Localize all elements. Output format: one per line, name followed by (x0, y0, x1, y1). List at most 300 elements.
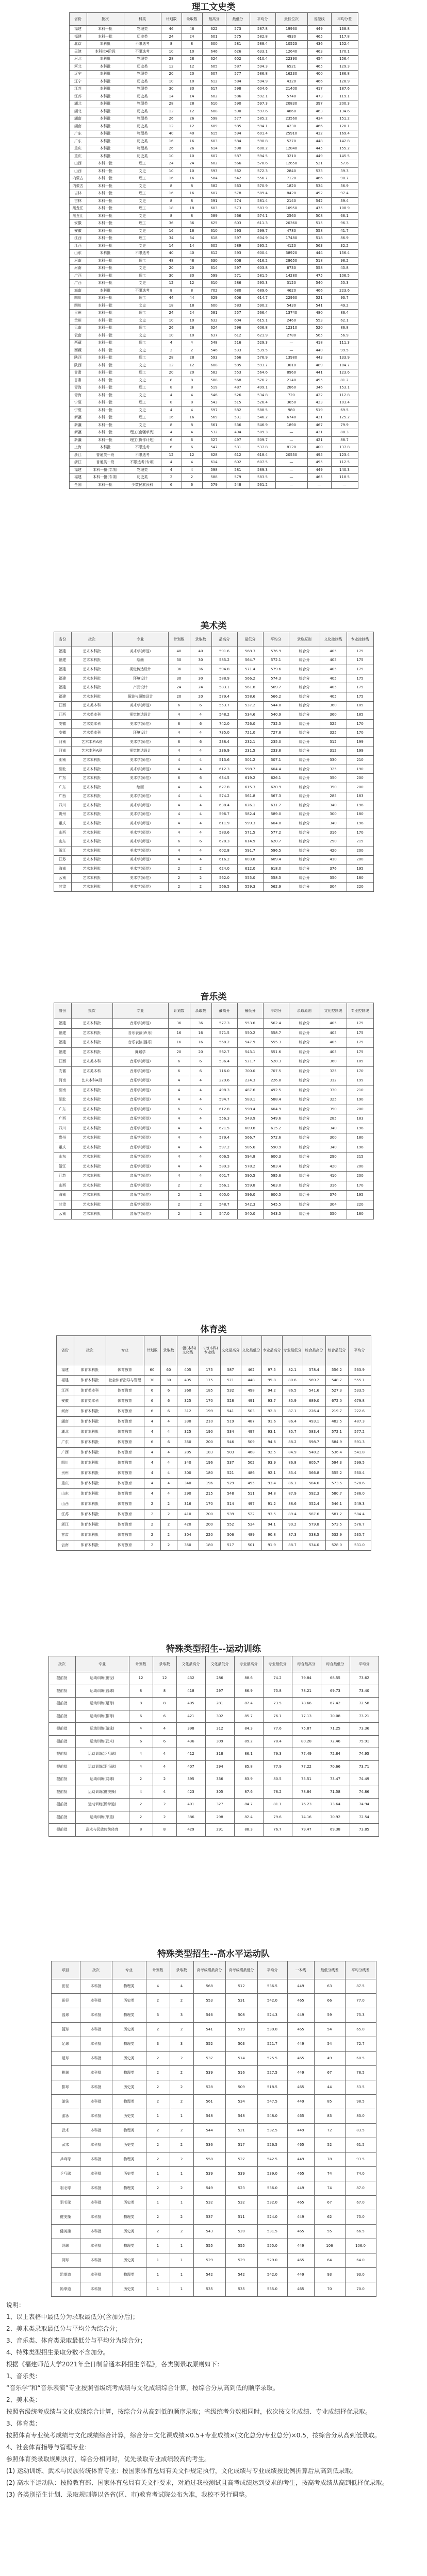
table-row (54, 1066, 373, 1076)
table-cell: 理工 (124, 235, 161, 243)
table-cell: 76.23 (292, 1799, 321, 1811)
table-cell: 533.5 (348, 1386, 371, 1396)
table-cell: 10 (161, 167, 182, 175)
table-cell: 524.3 (257, 2008, 287, 2023)
table-cell: 145.5 (331, 152, 358, 160)
table-cell: 17480 (275, 235, 307, 243)
table-cell: 465 (287, 2080, 314, 2095)
table-cell: 宁夏 (69, 399, 87, 407)
table-cell: 山东 (56, 1489, 74, 1499)
table-cell: 583.4 (263, 1162, 289, 1172)
table-cell: 62.1 (331, 317, 358, 325)
table-cell: 423 (307, 399, 331, 407)
table-cell: 江西 (54, 710, 71, 720)
column-header: 专业 (106, 1336, 144, 1365)
table-cell: 物理类 (112, 2037, 146, 2052)
table-cell: 578.4 (303, 1365, 325, 1376)
table-row (69, 212, 358, 220)
column-header: 录取数 (190, 1003, 211, 1019)
table-cell: 330 (177, 1417, 199, 1427)
table-cell: 92.5 (261, 1448, 282, 1458)
table-cell: 4 (160, 1448, 177, 1458)
table-cell: 本科批 (80, 2037, 112, 2052)
table-cell: 不限选考 (124, 41, 161, 48)
table-cell: 24 (168, 683, 190, 692)
table-header-row (51, 1961, 376, 1979)
table-cell: 2 (146, 2153, 170, 2167)
table-cell: 新疆 (69, 436, 87, 444)
data-table (56, 1335, 371, 1551)
table-cell: 物理类 (112, 2008, 146, 2023)
table-cell: 2 (170, 2181, 193, 2196)
table-cell: 405 (177, 1376, 199, 1386)
table-cell: 494 (226, 429, 250, 437)
table-cell: 672.0 (325, 1396, 348, 1406)
table-cell: 28 (161, 354, 182, 362)
table-row (54, 801, 373, 810)
table-cell: 69.38 (321, 1824, 350, 1837)
table-cell: 106.0 (345, 2239, 376, 2253)
table-cell: 云南 (69, 332, 87, 340)
table-cell: 本科批 (87, 41, 124, 48)
table-cell: 历史类 (124, 138, 161, 145)
table-cell: 4 (190, 1076, 211, 1086)
table-cell: 武术 (51, 2124, 80, 2138)
table-row (54, 1124, 373, 1133)
table-cell: 180 (347, 1210, 373, 1219)
table-cell: 73.5 (263, 1698, 292, 1710)
table-cell: 36 (182, 220, 202, 228)
table-cell: 综合分 (289, 1133, 320, 1143)
table-cell: 6 (168, 1105, 190, 1114)
table-cell: 1 (146, 2268, 170, 2282)
table-cell: 200 (347, 1105, 373, 1114)
table-cell: 563 (226, 182, 250, 190)
table-cell: 艺术本科批 (71, 692, 112, 701)
table-cell: 2 (170, 2124, 193, 2138)
column-header: 专业 (75, 1656, 129, 1672)
table-row (69, 302, 358, 310)
table-cell: 79.47 (292, 1824, 321, 1837)
table-cell: 175 (347, 1038, 373, 1048)
table-cell: 山西 (54, 828, 71, 837)
table-cell: 40 (182, 130, 202, 138)
table-cell: 体育教育 (106, 1489, 144, 1499)
table-cell: 77.13 (292, 1710, 321, 1723)
table-cell: 1820 (275, 182, 307, 190)
table-cell: 4 (168, 801, 190, 810)
table-cell: 贵州 (56, 1468, 74, 1479)
table-cell: 405 (320, 1047, 347, 1057)
table-cell: 理工 (124, 399, 161, 407)
table-cell: 340 (320, 1124, 347, 1133)
table-cell: 健美操 (51, 2210, 80, 2225)
table-cell: 531.0 (348, 1540, 371, 1551)
table-cell: 63 (314, 1979, 345, 1994)
table-cell: 492.5 (263, 1086, 289, 1095)
table-cell: 495 (307, 377, 331, 384)
table-row (69, 332, 358, 340)
table-row (54, 728, 373, 738)
table-cell: 美术学(师范) (112, 765, 168, 774)
table-row (48, 1811, 379, 1824)
table-cell: 39.4 (331, 197, 358, 205)
table-cell: 河南 (54, 1076, 71, 1086)
table-cell: 546 (193, 2008, 225, 2023)
table-cell: 78 (314, 2153, 345, 2167)
table-cell: 568.3 (237, 647, 263, 656)
table-cell: 298 (205, 1811, 234, 1824)
table-cell: 本科批 (87, 130, 124, 138)
table-cell: 410 (177, 1510, 199, 1520)
table-cell: 运动训练(乒乓球) (75, 1748, 129, 1761)
table-cell: 2 (153, 1811, 176, 1824)
table-cell: 325 (320, 719, 347, 728)
table-cell: 169.4 (331, 130, 358, 138)
table-cell: 6 (153, 1735, 176, 1748)
table-cell: 25910 (275, 130, 307, 138)
table-cell: 103.4 (331, 399, 358, 407)
table-cell: 548.2 (211, 710, 237, 720)
table-cell: 312 (205, 1723, 234, 1736)
table-cell: 542.3 (237, 1200, 263, 1210)
table-cell: 艺术本科批 (71, 819, 112, 828)
table-cell: 200 (347, 783, 373, 792)
table-cell: 文史 (124, 265, 161, 273)
table-cell: 615.1 (250, 317, 275, 325)
table-cell: 405 (320, 647, 347, 656)
table-cell: 6 (168, 737, 190, 747)
table-cell: 跆拳道 (51, 2282, 80, 2297)
table-cell: 4 (153, 1723, 176, 1736)
table-cell: 福建 (69, 466, 87, 474)
table-cell: 提前批 (48, 1811, 75, 1824)
table-cell: 180 (199, 1468, 220, 1479)
table-cell: 4 (144, 1489, 160, 1499)
table-cell: 226.4 (303, 1406, 325, 1417)
table-cell: 516 (225, 2066, 257, 2080)
table-cell: 1 (146, 2239, 170, 2253)
table-cell: 599.7 (250, 227, 275, 235)
table-cell: 350 (320, 1105, 347, 1114)
table-cell: 四川 (54, 1124, 71, 1133)
table-cell: 616.2 (211, 855, 237, 865)
table-cell: 93.0 (345, 2268, 376, 2282)
table-cell: — (275, 436, 307, 444)
table-cell: 405 (320, 656, 347, 665)
table-cell: 44 (161, 295, 182, 302)
table-cell: 509.7 (250, 436, 275, 444)
table-cell: 584 (226, 138, 250, 145)
table-cell: 24 (161, 33, 182, 41)
table-cell: 466 (307, 123, 331, 130)
table-cell: 582 (226, 406, 250, 414)
table-cell: 316 (320, 828, 347, 837)
column-header: 录取数 (153, 1656, 176, 1672)
table-cell: 596.0 (237, 1191, 263, 1200)
table-cell: 服装与服饰设计 (112, 692, 168, 701)
table-cell: 艺术本科批 (71, 674, 112, 683)
table-cell: 4 (129, 1723, 153, 1736)
column-header: 省份 (56, 1336, 74, 1365)
table-row (48, 1748, 379, 1761)
table-cell: 571 (226, 272, 250, 280)
table-cell: 72.58 (350, 1698, 379, 1710)
table-cell: 云南 (56, 1540, 74, 1551)
table-cell: 128.9 (331, 78, 358, 86)
table-row (69, 41, 358, 48)
table-cell: 理工(协作计划) (124, 436, 161, 444)
table-cell: 526.5 (257, 2138, 287, 2153)
table-cell: 532.9 (325, 1530, 348, 1540)
table-cell: 418 (307, 340, 331, 347)
table-cell: 西藏 (69, 340, 87, 347)
table-cell: 195 (347, 1191, 373, 1200)
table-cell: 421 (307, 429, 331, 437)
table-cell: 环境设计 (112, 728, 168, 738)
table-cell: 542.0 (257, 2268, 287, 2282)
table-row (69, 33, 358, 41)
table-cell: 运动训练(举重) (75, 1811, 129, 1824)
table-cell: 591.6 (211, 647, 237, 656)
table-cell: 603.8 (250, 265, 275, 273)
table-cell: 4 (168, 1143, 190, 1153)
table-cell: 594.9 (250, 78, 275, 86)
table-row (54, 647, 373, 656)
table-cell: 不限选考 (124, 287, 161, 295)
table-cell: 美术学(师范) (112, 756, 168, 765)
table-cell: 689.0 (303, 1396, 325, 1406)
table-cell: 65.0 (345, 2023, 376, 2037)
table-cell: 24 (182, 310, 202, 317)
table-cell: 340 (320, 1143, 347, 1153)
table-cell: 河南 (54, 747, 71, 756)
table-row (69, 205, 358, 213)
table-cell: 600 (202, 302, 226, 310)
table-cell: 489 (307, 362, 331, 369)
table-cell: 511 (225, 2210, 257, 2225)
table-row (69, 108, 358, 115)
table-cell: 91.2 (261, 1499, 282, 1510)
table-cell: 527.3 (325, 1386, 348, 1396)
table-cell: 405 (320, 674, 347, 683)
table-cell: 300 (177, 1468, 199, 1479)
table-cell: 音乐学(师范) (112, 1153, 168, 1162)
table-cell: 601 (202, 33, 226, 41)
table-cell: 艺术本科批 (71, 647, 112, 656)
table-cell: 175 (347, 656, 373, 665)
table-cell: 93.7 (331, 295, 358, 302)
table-cell: 艺术本科批 (71, 883, 112, 892)
table-cell: 74.95 (350, 1748, 379, 1761)
table-cell: 538.5 (303, 1530, 325, 1540)
table-cell: 312 (177, 1406, 199, 1417)
table-cell: 8960 (275, 369, 307, 377)
table-cell: 山东 (54, 837, 71, 846)
table-cell: 449 (287, 2210, 314, 2225)
table-cell: 619.2 (237, 774, 263, 783)
table-cell: 综合分 (289, 1105, 320, 1114)
table-cell: 84.3 (234, 1723, 263, 1736)
table-cell: 48 (161, 257, 182, 265)
table-cell: 594.3 (250, 63, 275, 71)
table-cell: 57.6 (331, 160, 358, 168)
table-cell: 6 (190, 1057, 211, 1067)
table-cell: 福建 (54, 1028, 71, 1038)
table-cell: 16 (161, 227, 182, 235)
table-cell: 综合分 (289, 810, 320, 819)
table-cell: 理工 (124, 257, 161, 265)
table-cell: 598 (226, 86, 250, 93)
table-cell: 93.5 (345, 2153, 376, 2167)
table-cell: 582.4 (237, 810, 263, 819)
table-cell: 574 (226, 197, 250, 205)
table-cell: 568 (226, 377, 250, 384)
table-cell: 提前批 (48, 1723, 75, 1736)
table-cell: 186.8 (331, 71, 358, 78)
table-cell: 548.0 (257, 2109, 287, 2124)
table-cell: 36 (161, 220, 182, 228)
table-cell: 江苏 (69, 86, 87, 93)
table-cell: 安徽 (69, 220, 87, 228)
table-row (54, 1143, 373, 1153)
table-row (56, 1365, 371, 1376)
table-cell: 539.0 (257, 2167, 287, 2181)
table-cell: 634.5 (211, 774, 237, 783)
table-cell: 26 (182, 115, 202, 123)
data-table (48, 1656, 379, 1837)
table-cell: 4 (190, 1172, 211, 1181)
table-cell: 2 (182, 347, 202, 354)
table-cell: 532 (193, 2196, 225, 2210)
table-cell: 608 (226, 257, 250, 265)
table-cell: 604.4 (263, 765, 289, 774)
table-cell: 4 (144, 1427, 160, 1437)
table-cell: 55 (314, 2225, 345, 2239)
table-cell: 605.7 (303, 1458, 325, 1468)
table-cell: 325 (320, 765, 347, 774)
table-cell: 539 (193, 2066, 225, 2080)
table-cell: 531 (226, 444, 250, 452)
table-cell: 6 (160, 1386, 177, 1396)
table-cell: 6740 (275, 414, 307, 422)
table-cell: 170 (347, 1066, 373, 1076)
table-cell: 本科一批 (87, 182, 124, 190)
table-cell: 556.2 (325, 1365, 348, 1376)
table-cell: 4 (129, 1786, 153, 1799)
column-header: 平均分差 (331, 13, 358, 26)
table-cell: 2 (190, 883, 211, 892)
table-cell: 60 (144, 1365, 160, 1376)
section-title: 美术类 (200, 621, 227, 631)
table-row (69, 406, 358, 414)
table-cell: 555 (193, 2239, 225, 2253)
table-cell: 18 (161, 205, 182, 213)
table-cell: 720 (275, 392, 307, 399)
table-cell: 6 (182, 444, 202, 452)
table-cell: 福建 (69, 33, 87, 41)
table-cell: 30 (190, 656, 211, 665)
table-cell: 本科一批 (87, 295, 124, 302)
table-cell: 587.8 (250, 26, 275, 33)
table-cell: 本科一批 (87, 406, 124, 414)
table-cell: 600.2 (250, 145, 275, 153)
table-cell: 2 (168, 1210, 190, 1219)
table-cell: 综合分 (289, 1057, 320, 1067)
table-cell: 16 (161, 138, 182, 145)
table-cell: 4 (168, 1076, 190, 1086)
table-cell: 甘肃 (54, 1200, 71, 1210)
table-cell: 575 (226, 33, 250, 41)
table-cell: 175 (347, 692, 373, 701)
table-cell: 体育本科批 (74, 1530, 106, 1540)
table-cell: 江苏 (69, 93, 87, 100)
table-cell: 721.0 (237, 728, 263, 738)
note-line: (3) 各类别招生计划、录取规则等以各省(区、市)教育考试院公布为准，我校不另行调整。 (6, 2491, 251, 2498)
table-cell: 历史类 (124, 108, 161, 115)
table-cell: 626 (226, 48, 250, 56)
table-cell: 8 (161, 377, 182, 384)
table-cell: 578.6 (348, 1479, 371, 1489)
table-row (54, 865, 373, 874)
table-cell: 音乐学(师范) (112, 1019, 168, 1029)
table-row (69, 138, 358, 145)
table-cell: 4 (168, 1133, 190, 1143)
table-cell: 600.3 (263, 1153, 289, 1162)
table-cell: 581.4 (250, 197, 275, 205)
table-cell: 85.4 (282, 1468, 303, 1479)
table-cell: 112.5 (331, 459, 358, 467)
table-cell: 557 (226, 310, 250, 317)
table-cell: 本科批 (87, 138, 124, 145)
table-cell: 624 (202, 56, 226, 63)
table-cell: 88.6 (282, 1499, 303, 1510)
table-cell: 综合分 (289, 865, 320, 874)
table-cell: 山西 (56, 1499, 74, 1510)
table-cell: 111.3 (331, 340, 358, 347)
table-cell: 67.42 (321, 1698, 350, 1710)
column-header: 平均分 (263, 632, 289, 647)
table-cell: 21400 (275, 86, 307, 93)
table-cell: 1 (146, 2167, 170, 2181)
column-header: 录取数 (182, 13, 202, 26)
table-cell: 6 (160, 1396, 177, 1406)
table-cell: 体育本科批 (74, 1468, 106, 1479)
table-cell: 59 (314, 2008, 345, 2023)
table-cell: 2860 (275, 384, 307, 392)
table-cell: 综合分 (289, 1076, 320, 1086)
table-cell: 艺术本科批 (71, 756, 112, 765)
table-row (54, 1028, 373, 1038)
table-cell: 综合分 (289, 1172, 320, 1181)
table-cell: 74 (314, 2181, 345, 2196)
table-cell: 4 (161, 466, 182, 474)
table-cell: 75.91 (350, 1735, 379, 1748)
table-cell: 本科一批 (87, 340, 124, 347)
table-cell: 16 (168, 1028, 190, 1038)
table-cell: 物理类 (124, 71, 161, 78)
table-cell: 466 (307, 175, 331, 183)
table-cell: 595.2 (250, 242, 275, 250)
table-cell: 1 (170, 2239, 193, 2253)
table-cell: 福建 (54, 692, 71, 701)
table-cell: 12 (161, 280, 182, 287)
table-cell: 187.6 (331, 86, 358, 93)
table-cell: 86.4 (282, 1417, 303, 1427)
table-cell: 12 (182, 123, 202, 130)
table-cell: 艺术本科批 (71, 873, 112, 883)
table-cell: 福建 (69, 474, 87, 482)
